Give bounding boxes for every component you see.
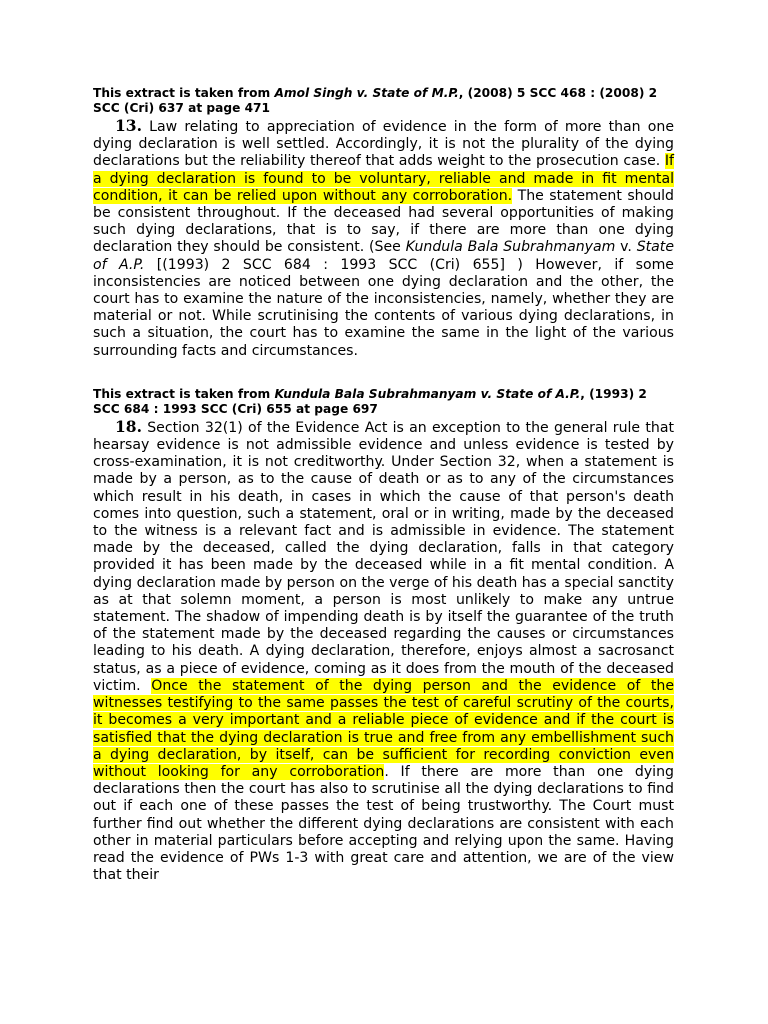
paragraph-text: The statement should be consistent throughout. If the deceased had several opportunities of making such dying declarations, that is to say, if there are more than one dying declaration they should be consistent. (See xyxy=(93,187,675,256)
paragraph-text: [(1993) 2 SCC 684 : 1993 SCC (Cri) 655] ) However, if some inconsistencies are noticed between one dying declaration and the other, the court has to examine the nature of the inconsistencies, namely, whether they are material or not. While scrutinising the contents of various dying declarations, in such a situation, the court has to examine the same in the light of the various surrounding facts and circumstances. xyxy=(93,256,674,359)
caption-case-name: Kundula Bala Subrahmanyam v. State of A.P. xyxy=(274,386,581,401)
paragraph-18 xyxy=(93,418,674,884)
caption-case-name: Amol Singh v. State of M.P. xyxy=(274,86,459,100)
cited-case-name: Kundula Bala Subrahmanyam xyxy=(405,239,616,256)
cited-case-versus: v. xyxy=(615,239,637,256)
cited-case-state: State of A.P. xyxy=(93,239,675,273)
paragraph-number: 18. xyxy=(115,416,142,436)
caption-citation: , (2008) 5 SCC 468 : (2008) 2 SCC (Cri) 637 at page 471 xyxy=(93,86,658,115)
extract-caption-amol-singh xyxy=(93,86,674,116)
paragraph-text: Section 32(1) of the Evidence Act is an exception to the general rule that hearsay evidence is not admissible evidence and unless evidence is tested by cross-examination, it is not creditworthy. Under Section 32, when a statement is made by a person, as to the cause of death or as to any of the circumstances which result in his death, in cases in which the cause of that person's death comes into question, such a statement, oral or in writing, made by the deceased to the witness is a relevant fact and is admissible in evidence. The statement made by the deceased, called the dying declaration, falls in that category provided it has been made by the deceased while in a fit mental condition. A dying declaration made by person on the verge of his death has a special sanctity as at that solemn moment, a person is most unlikely to make any untrue statement. The shadow of impending death is by itself the guarantee of the truth of the statement made by the deceased regarding the causes or circumstances leading to his death. A dying declaration, therefore, enjoys almost a sacrosanct status, as a piece of evidence, coming as it does from the mouth of the deceased victim. xyxy=(93,419,674,694)
paragraph-number: 13. xyxy=(115,116,142,135)
paragraph-text: Law relating to appreciation of evidence in the form of more than one dying declaration is well settled. Accordingly, it is not the plurality of the dying declarations but the reliability thereof that adds weight to the prosecution case. xyxy=(93,119,674,170)
highlighted-text: If a dying declaration is found to be voluntary, reliable and made in fit mental condition, it can be relied upon without any corroboration. xyxy=(93,153,674,204)
paragraph-text: . If there are more than one dying declarations then the court has also to scrutinise all the dying declarations to find out if each one of these passes the test of being trustworthy. The Court must further find out whether the different dying declarations are consistent with each other in material particulars before accepting and relying upon the same. Having read the evidence of PWs 1-3 with great care and attention, we are of the view that their xyxy=(93,763,674,884)
caption-citation: , (1993) 2 SCC 684 : 1993 SCC (Cri) 655 at page 697 xyxy=(93,386,647,416)
paragraph-13 xyxy=(93,117,674,360)
document-page xyxy=(93,86,674,884)
extract-caption-kundula xyxy=(93,387,674,417)
caption-prefix: This extract is taken from xyxy=(93,86,275,100)
highlighted-text: Once the statement of the dying person and the evidence of the witnesses testifying to the same passes the test of careful scrutiny of the courts, it becomes a very important and a reliable piece of evidence and if the court is satisfied that the dying declaration is true and free from any embellishment such a dying declaration, by itself, can be sufficient for recording conviction even without looking for any corroboration xyxy=(93,677,674,780)
caption-prefix: This extract is taken from xyxy=(93,386,275,401)
